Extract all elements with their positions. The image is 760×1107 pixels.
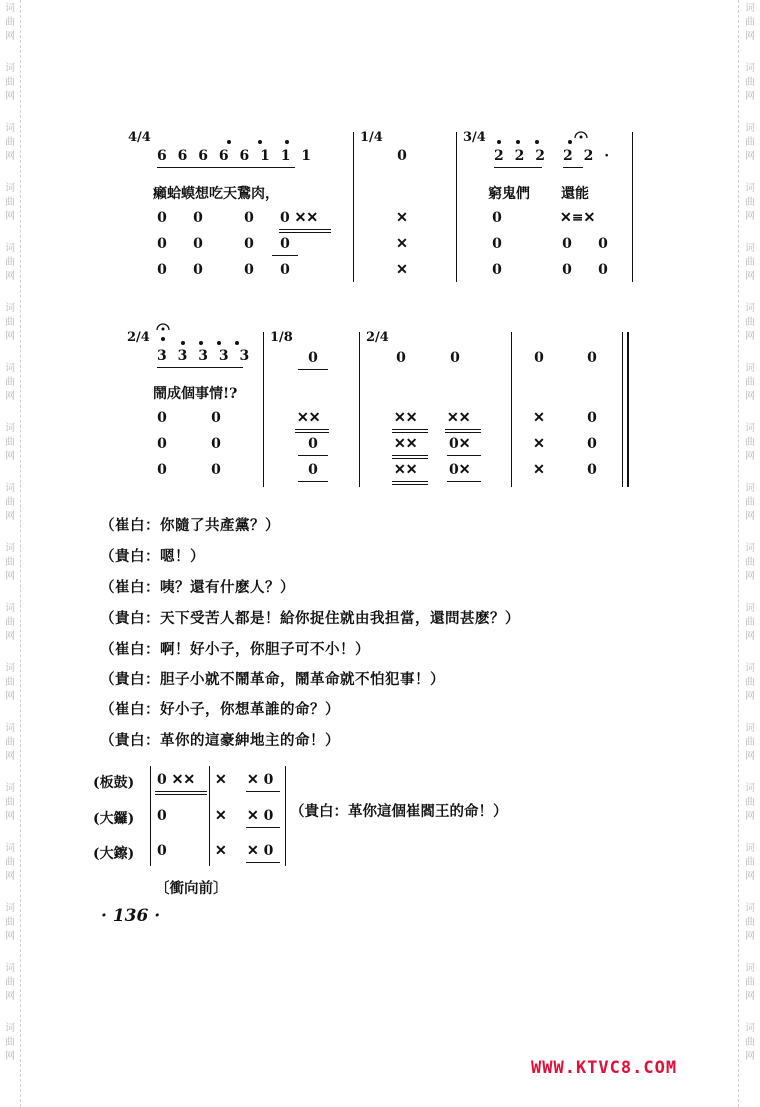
watermark-glyph: 曲 <box>745 977 755 988</box>
perc-cell: ✕≡✕ <box>560 210 596 226</box>
watermark-glyph: 曲 <box>5 137 15 148</box>
watermark-glyph: 曲 <box>745 617 755 628</box>
beam-line <box>563 167 583 168</box>
melody-notes: 3 3 3 3 3 <box>157 348 253 364</box>
perc-cell: 0 <box>211 462 221 478</box>
watermark-glyph-group <box>742 722 758 764</box>
watermark-glyph: 词 <box>745 903 755 914</box>
watermark-glyph-group <box>2 842 18 884</box>
watermark-glyph: 词 <box>745 603 755 614</box>
watermark-glyph: 网 <box>745 751 755 762</box>
watermark-glyph: 曲 <box>5 197 15 208</box>
octave-dot <box>497 140 501 144</box>
beam-line <box>157 167 295 168</box>
watermark-glyph: 曲 <box>745 737 755 748</box>
watermark-glyph-group <box>742 842 758 884</box>
dialogue-line: （貴白：天下受苦人都是！給你捉住就由我担當，還問甚麽？） <box>100 610 520 627</box>
watermark-glyph: 词 <box>745 843 755 854</box>
perc-cell: ✕ 0 <box>247 808 274 824</box>
beam-line <box>447 455 481 456</box>
watermark-glyph-group <box>742 782 758 824</box>
perc-cell: 0 <box>280 236 290 252</box>
watermark-glyph: 网 <box>745 451 755 462</box>
beam-line <box>298 481 328 482</box>
time-signature: 2/4 <box>127 330 150 345</box>
watermark-glyph: 词 <box>5 123 15 134</box>
watermark-glyph: 曲 <box>5 497 15 508</box>
watermark-glyph-group <box>742 902 758 944</box>
watermark-glyph: 曲 <box>5 77 15 88</box>
stage-direction: （貴白：革你這個崔閻王的命！） <box>290 803 508 820</box>
watermark-glyph-group <box>2 722 18 764</box>
perc-cell: ✕ 0 <box>247 772 274 788</box>
watermark-glyph: 网 <box>5 31 15 42</box>
watermark-glyph: 网 <box>745 691 755 702</box>
watermark-glyph: 网 <box>745 91 755 102</box>
beam-line <box>392 484 428 485</box>
watermark-glyph-group <box>2 1022 18 1064</box>
dialogue-line: （貴白：嗯！） <box>100 548 205 565</box>
perc-cell: ✕ <box>215 843 227 859</box>
bar-line <box>150 766 151 866</box>
watermark-glyph: 网 <box>745 871 755 882</box>
octave-dot <box>235 341 239 345</box>
watermark-glyph-group <box>742 362 758 404</box>
perc-cell: 0 <box>244 236 254 252</box>
watermark-glyph-group <box>2 902 18 944</box>
watermark-glyph: 词 <box>745 663 755 674</box>
perc-cell: 0 <box>562 262 572 278</box>
perc-cell: 0 <box>244 210 254 226</box>
watermark-glyph: 词 <box>5 63 15 74</box>
watermark-glyph: 网 <box>5 1051 15 1062</box>
perc-cell: 0 <box>157 262 167 278</box>
beam-line <box>494 167 542 168</box>
melody-notes: 0 <box>396 350 406 366</box>
watermark-glyph-group <box>742 62 758 104</box>
beam-line <box>246 862 280 863</box>
watermark-glyph: 曲 <box>5 437 15 448</box>
watermark-glyph: 词 <box>745 1023 755 1034</box>
dialogue-line: （崔白：好小子，你想革誰的命？） <box>100 701 340 718</box>
watermark-glyph: 词 <box>5 243 15 254</box>
lyric: 還能 <box>561 186 589 202</box>
watermark-glyph: 词 <box>745 543 755 554</box>
watermark-glyph: 词 <box>5 303 15 314</box>
watermark-glyph: 词 <box>745 183 755 194</box>
watermark-glyph: 网 <box>745 271 755 282</box>
watermark-glyph: 网 <box>5 211 15 222</box>
watermark-glyph: 曲 <box>745 437 755 448</box>
watermark-glyph: 词 <box>5 723 15 734</box>
watermark-glyph: 曲 <box>5 557 15 568</box>
watermark-glyph: 曲 <box>745 557 755 568</box>
watermark-glyph-group <box>742 482 758 524</box>
watermark-glyph-group <box>742 182 758 224</box>
watermark-glyph: 曲 <box>745 257 755 268</box>
watermark-glyph: 曲 <box>5 737 15 748</box>
watermark-glyph-group <box>2 662 18 704</box>
watermark-glyph-group <box>2 302 18 344</box>
watermark-glyph-group <box>742 122 758 164</box>
perc-cell: 0 <box>211 410 221 426</box>
watermark-glyph-group <box>2 422 18 464</box>
octave-dot <box>161 337 165 341</box>
watermark-glyph: 词 <box>5 783 15 794</box>
watermark-glyph: 词 <box>745 363 755 374</box>
perc-cell: 0 <box>193 210 203 226</box>
watermark-glyph: 网 <box>5 811 15 822</box>
perc-cell: 0 <box>598 262 608 278</box>
stage-direction: 〔衝向前〕 <box>155 880 228 897</box>
bar-line <box>622 332 623 487</box>
perc-cell: ✕✕ <box>394 436 418 452</box>
melody-notes: 0 <box>308 350 318 366</box>
bar-line <box>263 332 264 487</box>
beam-line <box>298 455 328 456</box>
octave-dot <box>217 341 221 345</box>
watermark-glyph: 网 <box>5 631 15 642</box>
melody-notes: 2 2 2 <box>494 148 548 164</box>
watermark-glyph-group <box>742 542 758 584</box>
beam-line <box>279 229 331 230</box>
beam-line <box>392 432 428 433</box>
watermark-glyph-group <box>742 2 758 44</box>
watermark-glyph: 网 <box>745 31 755 42</box>
watermark-glyph: 词 <box>745 123 755 134</box>
watermark-glyph: 网 <box>745 511 755 522</box>
watermark-glyph: 曲 <box>745 197 755 208</box>
bar-line <box>632 132 633 282</box>
watermark-glyph: 词 <box>5 183 15 194</box>
melody-notes: 0 <box>450 350 460 366</box>
perc-cell: ✕ <box>396 210 408 226</box>
watermark-glyph: 曲 <box>745 857 755 868</box>
watermark-glyph: 网 <box>5 871 15 882</box>
watermark-glyph: 曲 <box>745 17 755 28</box>
perc-cell: 0 <box>587 462 597 478</box>
perc-cell: ✕✕ <box>394 410 418 426</box>
lyric: 鬧成個事情!? <box>153 386 238 402</box>
watermark-glyph: 曲 <box>5 257 15 268</box>
watermark-glyph: 曲 <box>745 137 755 148</box>
watermark-glyph: 网 <box>745 931 755 942</box>
watermark-glyph: 网 <box>5 91 15 102</box>
watermark-glyph: 曲 <box>5 317 15 328</box>
beam-line <box>246 827 280 828</box>
watermark-glyph-group <box>2 542 18 584</box>
beam-line <box>392 455 428 456</box>
perc-cell: 0 <box>492 210 502 226</box>
octave-dot <box>535 140 539 144</box>
dialogue-line: （貴白：革你的這豪紳地主的命！） <box>100 732 340 749</box>
dialogue-line: （崔白：你隨了共產黨？） <box>100 517 280 534</box>
beam-line <box>447 481 481 482</box>
perc-cell: ✕✕ <box>297 410 321 426</box>
left-margin-line <box>20 0 21 1107</box>
time-signature: 3/4 <box>463 130 486 145</box>
watermark-glyph: 词 <box>745 303 755 314</box>
perc-cell: 0 ✕✕ <box>280 210 319 226</box>
watermark-glyph: 曲 <box>5 17 15 28</box>
watermark-glyph: 曲 <box>5 977 15 988</box>
perc-cell: 0 ✕✕ <box>157 772 196 788</box>
watermark-glyph: 词 <box>5 423 15 434</box>
watermark-glyph: 网 <box>5 511 15 522</box>
perc-cell: ✕ <box>215 772 227 788</box>
watermark-glyph: 曲 <box>745 1037 755 1048</box>
watermark-glyph-group <box>2 182 18 224</box>
watermark-glyph: 词 <box>5 963 15 974</box>
watermark-glyph: 词 <box>745 423 755 434</box>
octave-dot <box>199 341 203 345</box>
watermark-glyph: 词 <box>5 663 15 674</box>
watermark-glyph-group <box>2 602 18 644</box>
watermark-glyph: 曲 <box>5 677 15 688</box>
dialogue-line: （貴白：胆子小就不鬧革命，鬧革命就不怕犯事！） <box>100 671 445 688</box>
perc-cell: 0 <box>562 236 572 252</box>
perc-cell: 0 <box>193 236 203 252</box>
time-signature: 1/8 <box>270 330 293 345</box>
perc-cell: 0 <box>598 236 608 252</box>
watermark-glyph: 词 <box>745 3 755 14</box>
bar-line <box>359 332 360 487</box>
watermark-glyph: 网 <box>745 331 755 342</box>
bar-line <box>353 132 354 282</box>
beam-line <box>295 432 329 433</box>
dialogue-line: （崔白：啊！好小子，你胆子可不小！） <box>100 641 370 658</box>
watermark-glyph: 词 <box>5 603 15 614</box>
perc-cell: ✕✕ <box>394 462 418 478</box>
beam-line <box>279 232 331 233</box>
beam-line <box>392 458 428 459</box>
watermark-glyph: 词 <box>5 903 15 914</box>
perc-cell: 0 <box>211 436 221 452</box>
watermark-glyph: 词 <box>745 243 755 254</box>
perc-cell: 0 <box>308 462 318 478</box>
time-signature: 1/4 <box>360 130 383 145</box>
watermark-glyph-group <box>742 602 758 644</box>
watermark-glyph: 网 <box>745 631 755 642</box>
beam-line <box>155 791 207 792</box>
octave-dot <box>258 140 262 144</box>
watermark-glyph: 曲 <box>5 377 15 388</box>
watermark-glyph: 网 <box>5 151 15 162</box>
lyric: 窮鬼們 <box>488 186 530 202</box>
watermark-glyph: 网 <box>5 751 15 762</box>
watermark-glyph: 网 <box>745 1051 755 1062</box>
lyric: 癩蛤蟆想吃天鵞肉， <box>153 186 279 202</box>
watermark-glyph-group <box>742 422 758 464</box>
watermark-glyph: 曲 <box>745 377 755 388</box>
perc-cell: ✕ <box>396 262 408 278</box>
watermark-glyph: 网 <box>5 271 15 282</box>
fermata-icon <box>156 320 170 332</box>
perc-cell: 0✕ <box>449 462 471 478</box>
perc-cell: ✕ <box>396 236 408 252</box>
beam-line <box>157 367 243 368</box>
watermark-glyph: 词 <box>5 843 15 854</box>
bar-line <box>456 132 457 282</box>
perc-cell: 0 <box>157 462 167 478</box>
melody-notes: 2 2 · <box>563 148 613 164</box>
perc-cell: ✕ <box>533 436 545 452</box>
beam-line <box>445 429 481 430</box>
melody-notes: 6 6 6 6 6 1 1 1 <box>157 148 315 164</box>
watermark-glyph: 词 <box>5 483 15 494</box>
site-watermark: WWW.KTVC8.COM <box>531 1058 678 1078</box>
watermark-glyph: 网 <box>5 931 15 942</box>
perc-cell: 0 <box>157 436 167 452</box>
fermata-icon <box>574 128 588 140</box>
watermark-glyph-group <box>2 362 18 404</box>
watermark-glyph: 网 <box>745 151 755 162</box>
octave-dot <box>516 140 520 144</box>
perc-cell: ✕ <box>533 462 545 478</box>
octave-dot <box>568 140 572 144</box>
watermark-glyph: 网 <box>745 391 755 402</box>
perc-cell: 0 <box>308 436 318 452</box>
watermark-glyph-group <box>2 62 18 104</box>
beam-line <box>392 429 428 430</box>
perc-cell: 0 <box>157 410 167 426</box>
watermark-glyph: 曲 <box>5 617 15 628</box>
watermark-glyph: 曲 <box>745 917 755 928</box>
watermark-glyph-group <box>742 662 758 704</box>
perc-cell: 0 <box>157 236 167 252</box>
beam-line <box>272 255 298 256</box>
watermark-glyph: 曲 <box>5 917 15 928</box>
watermark-glyph: 网 <box>5 451 15 462</box>
watermark-glyph: 网 <box>5 331 15 342</box>
instrument-label: (板鼓) <box>93 775 135 791</box>
watermark-glyph-group <box>2 962 18 1004</box>
watermark-glyph-group <box>742 242 758 284</box>
watermark-glyph: 曲 <box>745 317 755 328</box>
watermark-glyph: 词 <box>5 543 15 554</box>
instrument-label: (大鑼) <box>93 811 135 827</box>
dialogue-line: （崔白：咦？還有什麽人？） <box>100 579 295 596</box>
perc-cell: 0 <box>492 262 502 278</box>
final-bar-line <box>627 332 629 487</box>
watermark-glyph: 词 <box>745 963 755 974</box>
watermark-glyph: 词 <box>745 783 755 794</box>
octave-dot <box>227 140 231 144</box>
melody-notes: 0 <box>534 350 544 366</box>
watermark-glyph: 网 <box>5 391 15 402</box>
watermark-glyph: 曲 <box>745 77 755 88</box>
watermark-glyph: 曲 <box>5 857 15 868</box>
octave-dot <box>285 140 289 144</box>
watermark-glyph-group <box>2 2 18 44</box>
watermark-glyph-group <box>2 482 18 524</box>
watermark-glyph: 词 <box>5 363 15 374</box>
watermark-glyph: 词 <box>745 723 755 734</box>
time-signature: 4/4 <box>128 130 151 145</box>
watermark-glyph: 曲 <box>745 677 755 688</box>
watermark-glyph: 网 <box>5 691 15 702</box>
bar-line <box>285 766 286 866</box>
watermark-glyph: 网 <box>5 571 15 582</box>
beam-line <box>246 791 280 792</box>
perc-cell: 0✕ <box>449 436 471 452</box>
perc-cell: 0 <box>587 410 597 426</box>
perc-cell: ✕ <box>533 410 545 426</box>
instrument-label: (大鑔) <box>93 846 135 862</box>
watermark-glyph: 词 <box>5 1023 15 1034</box>
watermark-glyph: 曲 <box>745 497 755 508</box>
time-signature: 2/4 <box>366 330 389 345</box>
watermark-glyph: 网 <box>745 571 755 582</box>
bar-line <box>511 332 512 487</box>
perc-cell: ✕✕ <box>447 410 471 426</box>
watermark-glyph-group <box>2 782 18 824</box>
perc-cell: 0 <box>157 210 167 226</box>
watermark-glyph: 词 <box>745 63 755 74</box>
perc-cell: 0 <box>280 262 290 278</box>
octave-dot <box>181 341 185 345</box>
right-margin-line <box>738 0 739 1107</box>
watermark-glyph: 词 <box>745 483 755 494</box>
perc-cell: ✕ <box>215 808 227 824</box>
watermark-glyph-group <box>2 242 18 284</box>
beam-line <box>295 429 329 430</box>
watermark-glyph: 曲 <box>745 797 755 808</box>
perc-cell: ✕ 0 <box>247 843 274 859</box>
perc-cell: 0 <box>587 436 597 452</box>
watermark-glyph: 网 <box>745 991 755 1002</box>
perc-cell: 0 <box>492 236 502 252</box>
watermark-glyph-group <box>742 302 758 344</box>
bar-line <box>209 766 210 866</box>
beam-line <box>298 369 328 370</box>
watermark-glyph: 词 <box>5 3 15 14</box>
beam-line <box>155 794 207 795</box>
melody-notes: 0 <box>397 148 407 164</box>
perc-cell: 0 <box>157 808 167 824</box>
watermark-glyph: 曲 <box>5 1037 15 1048</box>
beam-line <box>445 432 481 433</box>
page-number: · 136 · <box>101 906 161 926</box>
watermark-glyph-group <box>742 1022 758 1064</box>
perc-cell: 0 <box>157 843 167 859</box>
watermark-glyph: 网 <box>745 211 755 222</box>
watermark-glyph-group <box>2 122 18 164</box>
perc-cell: 0 <box>193 262 203 278</box>
watermark-glyph-group <box>742 962 758 1004</box>
watermark-glyph: 曲 <box>5 797 15 808</box>
melody-notes: 0 <box>587 350 597 366</box>
watermark-glyph: 网 <box>5 991 15 1002</box>
beam-line <box>392 481 428 482</box>
watermark-glyph: 网 <box>745 811 755 822</box>
perc-cell: 0 <box>244 262 254 278</box>
